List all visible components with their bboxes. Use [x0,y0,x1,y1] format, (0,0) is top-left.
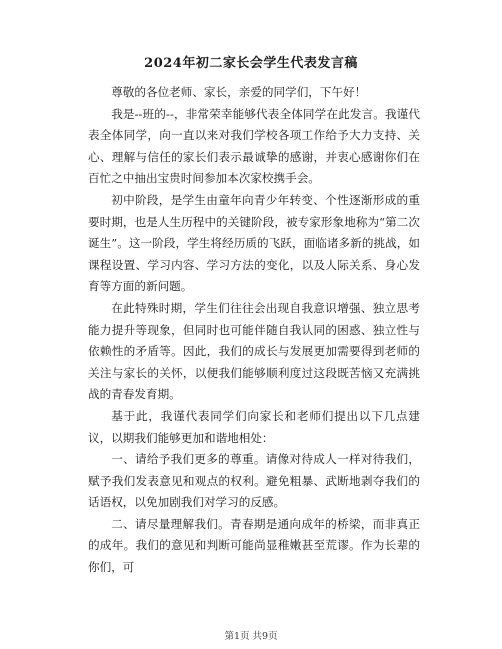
paragraph-suggestion-understanding: 二、请尽量理解我们。青春期是通向成年的桥梁，而非真正的成年。我们的意见和判断可能尚显稚嫩甚至荒谬。作为长辈的你们，可 [88,516,420,575]
paragraph-suggestions-intro: 基于此，我谨代表同学们向家长和老师们提出以下几点建议，以期我们能够更加和谐地相处： [88,408,420,445]
paragraph-greeting: 尊敬的各位老师、家长，亲爱的同学们，下午好！ [111,85,367,99]
paragraph-suggestion-respect: 一、请给予我们更多的尊重。请像对待成人一样对待我们，赋予我们发表意见和观点的权利。避免粗暴、武断地剥夺我们的话语权，以免加剧我们对学习的反感。 [88,452,420,510]
paragraph-special-period: 在此特殊时期，学生们往往会出现自我意识增强、独立思考能力提升等现象，但同时也可能伴随自我认同的困惑、独立性与依赖性的矛盾等。因此，我们的成长与发展更加需要得到老师的关注与家长的关怀，以便我们能够顺利度过这段既苦恼又充满挑战的青春发育期。 [88,300,420,402]
page-title: 2024年初二家长会学生代表发言稿 [144,56,358,71]
paragraph-junior-high-stage: 初中阶段，是学生由童年向青少年转变、个性逐渐形成的重要时期，也是人生历程中的关键阶段，被专家形象地称为“第二次诞生”。这一阶段，学生将经历质的飞跃，面临诸多新的挑战，如课程设置、学习内容、学习方法的变化，以及人际关系、身心发育等方面的新问题。 [88,192,420,294]
document-body [88,82,420,579]
paragraph-introduction: 我是--班的--，非常荣幸能够代表全体同学在此发言。我谨代表全体同学，向一直以来对我们学校各项工作给予大力支持、关心、理解与信任的家长们表示最诚挚的感谢，并衷心感谢你们在百忙之中抽出宝贵时间参加本次家校携手会。 [88,106,420,186]
page-number-footer: 第1页 共9页 [224,631,278,642]
